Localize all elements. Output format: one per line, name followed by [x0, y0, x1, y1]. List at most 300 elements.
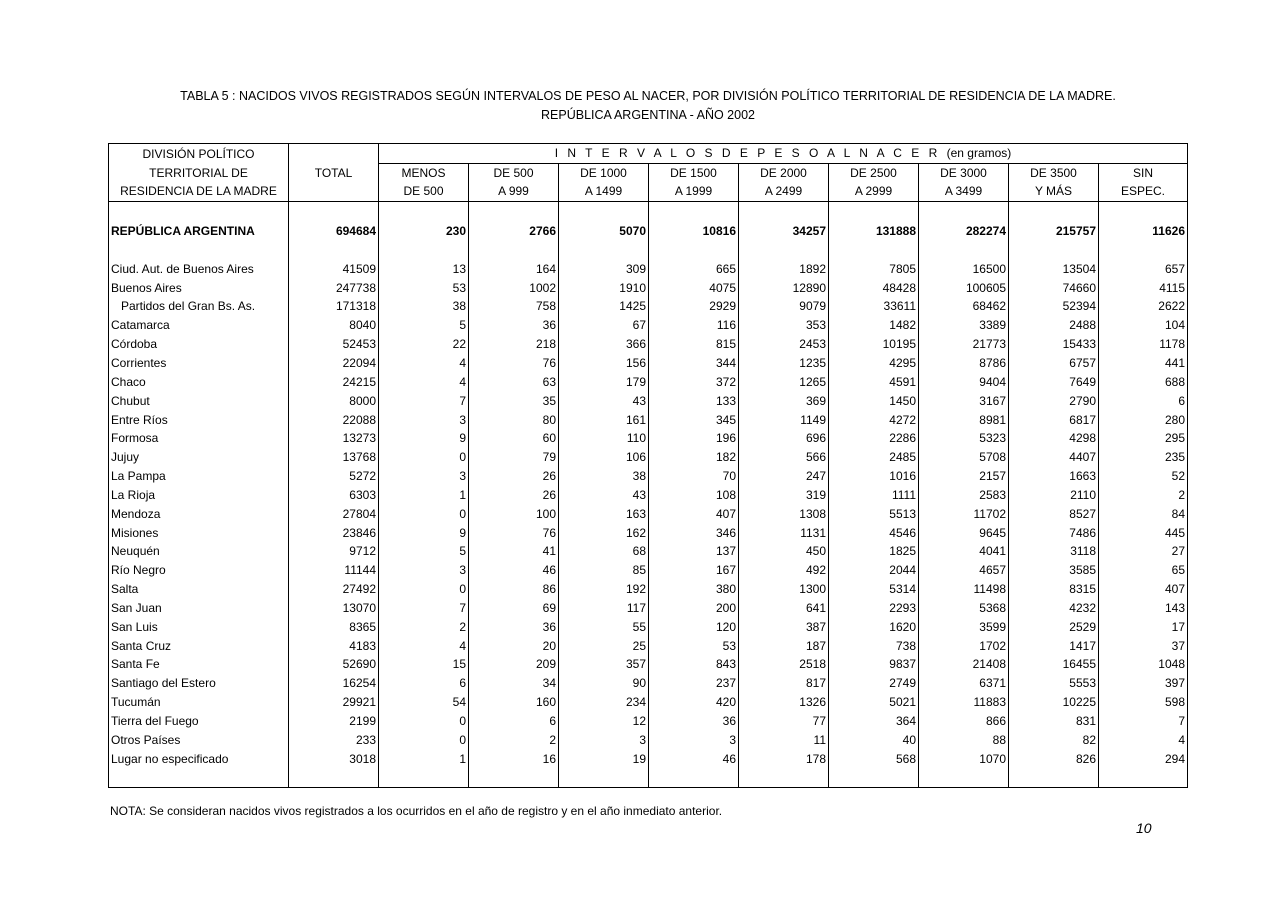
- cell-value: 0: [379, 448, 469, 467]
- cell-value: 831: [1009, 712, 1099, 731]
- row-label: Córdoba: [109, 335, 289, 354]
- cell-value: 11883: [919, 693, 1009, 712]
- cell-value: 5314: [829, 580, 919, 599]
- table-row: [109, 410, 1188, 429]
- row-label: Neuquén: [109, 542, 289, 561]
- cell-value: 200: [649, 599, 739, 618]
- table-row: [109, 655, 1188, 674]
- cell-value: 9: [379, 429, 469, 448]
- cell-value: 0: [379, 730, 469, 749]
- cell-value: 4: [379, 354, 469, 373]
- cell-value: 38: [379, 297, 469, 316]
- cell-value: 3: [379, 410, 469, 429]
- row-label: Tucumán: [109, 693, 289, 712]
- cell-value: 68462: [919, 297, 1009, 316]
- cell-value: 10225: [1009, 693, 1099, 712]
- cell-value: 160: [469, 693, 559, 712]
- cell-value: 1910: [559, 278, 649, 297]
- cell-value: 866: [919, 712, 1009, 731]
- cell-value: 2: [1178, 487, 1185, 502]
- header-division: RESIDENCIA DE LA MADRE: [109, 182, 289, 201]
- cell-value: 441: [1164, 355, 1185, 370]
- cell-value: 156: [559, 354, 649, 373]
- cell-value: 178: [739, 749, 829, 768]
- table-row: [109, 335, 1188, 354]
- cell-value: 657: [1164, 261, 1185, 276]
- table-row: [109, 523, 1188, 542]
- cell-value: 26: [469, 485, 559, 504]
- row-label: Misiones: [109, 523, 289, 542]
- cell-value: 21408: [919, 655, 1009, 674]
- cell-value: 5708: [919, 448, 1009, 467]
- cell-value: 65: [1171, 563, 1185, 578]
- cell-value: 2749: [829, 674, 919, 693]
- cell-value: 1235: [739, 354, 829, 373]
- row-label: San Luis: [109, 617, 289, 636]
- header-interval-label: DE 2500: [829, 163, 919, 182]
- cell-value: 7649: [1009, 372, 1099, 391]
- table-row: [109, 259, 1188, 278]
- summary-row: [109, 222, 1188, 241]
- header-interval-range: A 1499: [559, 182, 649, 201]
- birth-weight-table: [108, 143, 1188, 788]
- cell-value: 182: [649, 448, 739, 467]
- cell-value: 54: [379, 693, 469, 712]
- cell-value: 8365: [289, 617, 379, 636]
- header-interval-label: MENOS: [379, 163, 469, 182]
- header-interval-range: A 3499: [919, 182, 1009, 201]
- cell-value: 79: [469, 448, 559, 467]
- row-label: Partidos del Gran Bs. As.: [109, 297, 289, 316]
- cell-value: 11: [739, 730, 829, 749]
- cell-value: 11144: [289, 561, 379, 580]
- cell-value: 568: [829, 749, 919, 768]
- cell-value: 817: [739, 674, 829, 693]
- header-interval-range: A 999: [469, 182, 559, 201]
- cell-value: 2157: [919, 467, 1009, 486]
- cell-value: 1482: [829, 316, 919, 335]
- cell-value: 3118: [1009, 542, 1099, 561]
- cell-value: 16: [469, 749, 559, 768]
- cell-value: 22: [379, 335, 469, 354]
- cell-value: 53: [649, 636, 739, 655]
- cell-value: 40: [829, 730, 919, 749]
- cell-value: 492: [739, 561, 829, 580]
- cell-value: 53: [379, 278, 469, 297]
- header-interval-range: Y MÁS: [1009, 182, 1099, 201]
- cell-value: 353: [739, 316, 829, 335]
- cell-value: 26: [469, 467, 559, 486]
- cell-value: 2044: [829, 561, 919, 580]
- cell-value: 5513: [829, 504, 919, 523]
- cell-value: 366: [559, 335, 649, 354]
- cell-value: 4: [379, 636, 469, 655]
- cell-value: 13768: [289, 448, 379, 467]
- cell-value: 104: [1164, 318, 1185, 333]
- cell-value: 7: [379, 599, 469, 618]
- cell-value: 2929: [649, 297, 739, 316]
- cell-value: 215757: [1009, 222, 1099, 241]
- cell-value: 9837: [829, 655, 919, 674]
- footnote: NOTA: Se consideran nacidos vivos registrados a los ocurridos en el año de registro y en el año inmediato anterior.: [110, 804, 723, 818]
- cell-value: 36: [469, 316, 559, 335]
- cell-value: 163: [559, 504, 649, 523]
- cell-value: 2286: [829, 429, 919, 448]
- row-label: REPÚBLICA ARGENTINA: [109, 222, 289, 241]
- cell-value: 357: [559, 655, 649, 674]
- row-label: Formosa: [109, 429, 289, 448]
- cell-value: 230: [379, 222, 469, 241]
- cell-value: 7: [379, 391, 469, 410]
- cell-value: 17: [1171, 619, 1185, 634]
- cell-value: 4075: [649, 278, 739, 297]
- cell-value: 4: [379, 372, 469, 391]
- cell-value: 3: [649, 730, 739, 749]
- cell-value: 27492: [289, 580, 379, 599]
- header-intervals: [379, 144, 1188, 164]
- header-interval-range: A 2499: [739, 182, 829, 201]
- row-label: Santa Fe: [109, 655, 289, 674]
- cell-value: 4546: [829, 523, 919, 542]
- cell-value: 3599: [919, 617, 1009, 636]
- cell-value: 2: [469, 730, 559, 749]
- cell-value: 2622: [1158, 299, 1185, 314]
- cell-value: 0: [379, 712, 469, 731]
- cell-value: 108: [649, 485, 739, 504]
- cell-value: 6303: [289, 485, 379, 504]
- cell-value: 4272: [829, 410, 919, 429]
- cell-value: 137: [649, 542, 739, 561]
- row-label: Chubut: [109, 391, 289, 410]
- cell-value: 15: [379, 655, 469, 674]
- cell-value: 826: [1009, 749, 1099, 768]
- cell-value: 7486: [1009, 523, 1099, 542]
- cell-value: 5: [379, 316, 469, 335]
- cell-value: 22094: [289, 354, 379, 373]
- cell-value: 6: [1178, 393, 1185, 408]
- header-interval-range: A 1999: [649, 182, 739, 201]
- table-row: [109, 297, 1188, 316]
- cell-value: 70: [649, 467, 739, 486]
- cell-value: 2453: [739, 335, 829, 354]
- cell-value: 4298: [1009, 429, 1099, 448]
- row-label: Chaco: [109, 372, 289, 391]
- cell-value: 758: [469, 297, 559, 316]
- cell-value: 5323: [919, 429, 1009, 448]
- cell-value: 694684: [289, 222, 379, 241]
- table-row: [109, 561, 1188, 580]
- cell-value: 1702: [919, 636, 1009, 655]
- row-label: Corrientes: [109, 354, 289, 373]
- row-label: Río Negro: [109, 561, 289, 580]
- cell-value: 3389: [919, 316, 1009, 335]
- cell-value: 116: [649, 316, 739, 335]
- cell-value: 12890: [739, 278, 829, 297]
- spacer-row: [109, 201, 1188, 222]
- cell-value: 9712: [289, 542, 379, 561]
- cell-value: 1450: [829, 391, 919, 410]
- header-interval-label: DE 3000: [919, 163, 1009, 182]
- cell-value: 2518: [739, 655, 829, 674]
- cell-value: 344: [649, 354, 739, 373]
- cell-value: 6: [469, 712, 559, 731]
- cell-value: 80: [469, 410, 559, 429]
- cell-value: 29921: [289, 693, 379, 712]
- cell-value: 5553: [1009, 674, 1099, 693]
- cell-value: 1: [379, 485, 469, 504]
- cell-value: 143: [1164, 600, 1185, 615]
- row-label: La Pampa: [109, 467, 289, 486]
- row-label: Jujuy: [109, 448, 289, 467]
- cell-value: 35: [469, 391, 559, 410]
- cell-value: 2790: [1009, 391, 1099, 410]
- cell-value: 120: [649, 617, 739, 636]
- row-label: Catamarca: [109, 316, 289, 335]
- cell-value: 16254: [289, 674, 379, 693]
- table-row: [109, 372, 1188, 391]
- cell-value: 450: [739, 542, 829, 561]
- table-title: TABLA 5 : NACIDOS VIVOS REGISTRADOS SEGÚN INTERVALOS DE PESO AL NACER, POR DIVISIÓN POLÍTICO TERRITORIAL DE RESIDENCIA DE LA MADRE.: [180, 89, 1116, 103]
- cell-value: 2485: [829, 448, 919, 467]
- cell-value: 420: [649, 693, 739, 712]
- cell-value: 86: [469, 580, 559, 599]
- cell-value: 1070: [919, 749, 1009, 768]
- cell-value: 598: [1164, 695, 1185, 710]
- cell-value: 1002: [469, 278, 559, 297]
- cell-value: 5070: [559, 222, 649, 241]
- page-number: 10: [1136, 820, 1152, 836]
- cell-value: 641: [739, 599, 829, 618]
- cell-value: 3: [379, 561, 469, 580]
- cell-value: 52690: [289, 655, 379, 674]
- cell-value: 21773: [919, 335, 1009, 354]
- cell-value: 164: [469, 259, 559, 278]
- row-label: Otros Países: [109, 730, 289, 749]
- table-row: [109, 693, 1188, 712]
- table-row: [109, 712, 1188, 731]
- cell-value: 88: [919, 730, 1009, 749]
- table-row: [109, 749, 1188, 768]
- cell-value: 665: [649, 259, 739, 278]
- cell-value: 11626: [1152, 223, 1185, 238]
- cell-value: 815: [649, 335, 739, 354]
- cell-value: 282274: [919, 222, 1009, 241]
- cell-value: 15433: [1009, 335, 1099, 354]
- cell-value: 167: [649, 561, 739, 580]
- cell-value: 209: [469, 655, 559, 674]
- cell-value: 1: [379, 749, 469, 768]
- cell-value: 179: [559, 372, 649, 391]
- row-label: Buenos Aires: [109, 278, 289, 297]
- table-row: [109, 448, 1188, 467]
- cell-value: 196: [649, 429, 739, 448]
- cell-value: 738: [829, 636, 919, 655]
- cell-value: 319: [739, 485, 829, 504]
- cell-value: 3585: [1009, 561, 1099, 580]
- cell-value: 74660: [1009, 278, 1099, 297]
- cell-value: 1308: [739, 504, 829, 523]
- cell-value: 19: [559, 749, 649, 768]
- cell-value: 36: [469, 617, 559, 636]
- cell-value: 218: [469, 335, 559, 354]
- cell-value: 34257: [739, 222, 829, 241]
- cell-value: 110: [559, 429, 649, 448]
- cell-value: 2199: [289, 712, 379, 731]
- header-row-3: [109, 182, 1188, 201]
- cell-value: 380: [649, 580, 739, 599]
- cell-value: 9: [379, 523, 469, 542]
- table-row: [109, 542, 1188, 561]
- cell-value: 13070: [289, 599, 379, 618]
- header-interval-range: A 2999: [829, 182, 919, 201]
- row-label: Santa Cruz: [109, 636, 289, 655]
- cell-value: 234: [559, 693, 649, 712]
- cell-value: 247: [739, 467, 829, 486]
- cell-value: 566: [739, 448, 829, 467]
- row-label: Ciud. Aut. de Buenos Aires: [109, 259, 289, 278]
- cell-value: 10816: [649, 222, 739, 241]
- cell-value: 1825: [829, 542, 919, 561]
- cell-value: 1620: [829, 617, 919, 636]
- cell-value: 106: [559, 448, 649, 467]
- cell-value: 46: [469, 561, 559, 580]
- cell-value: 76: [469, 354, 559, 373]
- row-label: Salta: [109, 580, 289, 599]
- cell-value: 10195: [829, 335, 919, 354]
- cell-value: 117: [559, 599, 649, 618]
- header-interval-label: DE 1000: [559, 163, 649, 182]
- cell-value: 11498: [919, 580, 1009, 599]
- cell-value: 7805: [829, 259, 919, 278]
- cell-value: 5272: [289, 467, 379, 486]
- cell-value: 76: [469, 523, 559, 542]
- cell-value: 1016: [829, 467, 919, 486]
- table-row: [109, 467, 1188, 486]
- cell-value: 1326: [739, 693, 829, 712]
- cell-value: 843: [649, 655, 739, 674]
- table-row: [109, 730, 1188, 749]
- table-row: [109, 617, 1188, 636]
- cell-value: 6: [379, 674, 469, 693]
- cell-value: 445: [1164, 525, 1185, 540]
- table-subtitle: REPÚBLICA ARGENTINA - AÑO 2002: [541, 108, 755, 122]
- cell-value: 2110: [1009, 485, 1099, 504]
- cell-value: 364: [829, 712, 919, 731]
- table-row: [109, 580, 1188, 599]
- header-interval-label: SIN: [1132, 165, 1153, 180]
- cell-value: 52394: [1009, 297, 1099, 316]
- cell-value: 1300: [739, 580, 829, 599]
- cell-value: 16500: [919, 259, 1009, 278]
- cell-value: 13504: [1009, 259, 1099, 278]
- cell-value: 13: [379, 259, 469, 278]
- cell-value: 2293: [829, 599, 919, 618]
- row-label: La Rioja: [109, 485, 289, 504]
- cell-value: 372: [649, 372, 739, 391]
- table-row: [109, 504, 1188, 523]
- cell-value: 4183: [289, 636, 379, 655]
- cell-value: 7: [1178, 714, 1185, 729]
- cell-value: 24215: [289, 372, 379, 391]
- cell-value: 171318: [289, 297, 379, 316]
- table-row: [109, 354, 1188, 373]
- table-row: [109, 599, 1188, 618]
- cell-value: 6371: [919, 674, 1009, 693]
- cell-value: 8981: [919, 410, 1009, 429]
- table-row: [109, 429, 1188, 448]
- header-interval-label: DE 500: [469, 163, 559, 182]
- cell-value: 5368: [919, 599, 1009, 618]
- cell-value: 1663: [1009, 467, 1099, 486]
- cell-value: 36: [649, 712, 739, 731]
- cell-value: 3167: [919, 391, 1009, 410]
- header-interval-label: DE 2000: [739, 163, 829, 182]
- cell-value: 1892: [739, 259, 829, 278]
- cell-value: 100: [469, 504, 559, 523]
- intervals-unit: (en gramos): [946, 146, 1012, 161]
- cell-value: 8040: [289, 316, 379, 335]
- table-row: [109, 391, 1188, 410]
- cell-value: 8315: [1009, 580, 1099, 599]
- header-row-1: [109, 144, 1188, 164]
- cell-value: 9645: [919, 523, 1009, 542]
- cell-value: 85: [559, 561, 649, 580]
- cell-value: 9079: [739, 297, 829, 316]
- cell-value: 161: [559, 410, 649, 429]
- cell-value: 25: [559, 636, 649, 655]
- cell-value: 2: [379, 617, 469, 636]
- table-row: [109, 485, 1188, 504]
- cell-value: 2529: [1009, 617, 1099, 636]
- cell-value: 33611: [829, 297, 919, 316]
- cell-value: 309: [559, 259, 649, 278]
- cell-value: 12: [559, 712, 649, 731]
- cell-value: 41: [469, 542, 559, 561]
- cell-value: 27: [1171, 544, 1185, 559]
- header-interval-label: DE 3500: [1009, 163, 1099, 182]
- cell-value: 5: [379, 542, 469, 561]
- cell-value: 192: [559, 580, 649, 599]
- cell-value: 1417: [1009, 636, 1099, 655]
- cell-value: 133: [649, 391, 739, 410]
- cell-value: 69: [469, 599, 559, 618]
- cell-value: 237: [649, 674, 739, 693]
- cell-value: 8527: [1009, 504, 1099, 523]
- spacer-row: [109, 768, 1188, 788]
- cell-value: 4232: [1009, 599, 1099, 618]
- cell-value: 1265: [739, 372, 829, 391]
- cell-value: 13273: [289, 429, 379, 448]
- cell-value: 8786: [919, 354, 1009, 373]
- header-interval-range: DE 500: [379, 182, 469, 201]
- cell-value: 60: [469, 429, 559, 448]
- cell-value: 369: [739, 391, 829, 410]
- cell-value: 397: [1164, 676, 1185, 691]
- cell-value: 77: [739, 712, 829, 731]
- cell-value: 11702: [919, 504, 1009, 523]
- cell-value: 48428: [829, 278, 919, 297]
- cell-value: 295: [1164, 431, 1185, 446]
- cell-value: 67: [559, 316, 649, 335]
- header-interval-label: DE 1500: [649, 163, 739, 182]
- header-total: TOTAL: [289, 163, 379, 182]
- header-division: TERRITORIAL DE: [109, 163, 289, 182]
- cell-value: 1178: [1159, 337, 1185, 352]
- cell-value: 43: [559, 391, 649, 410]
- cell-value: 2583: [919, 485, 1009, 504]
- cell-value: 407: [1164, 582, 1185, 597]
- row-label: Mendoza: [109, 504, 289, 523]
